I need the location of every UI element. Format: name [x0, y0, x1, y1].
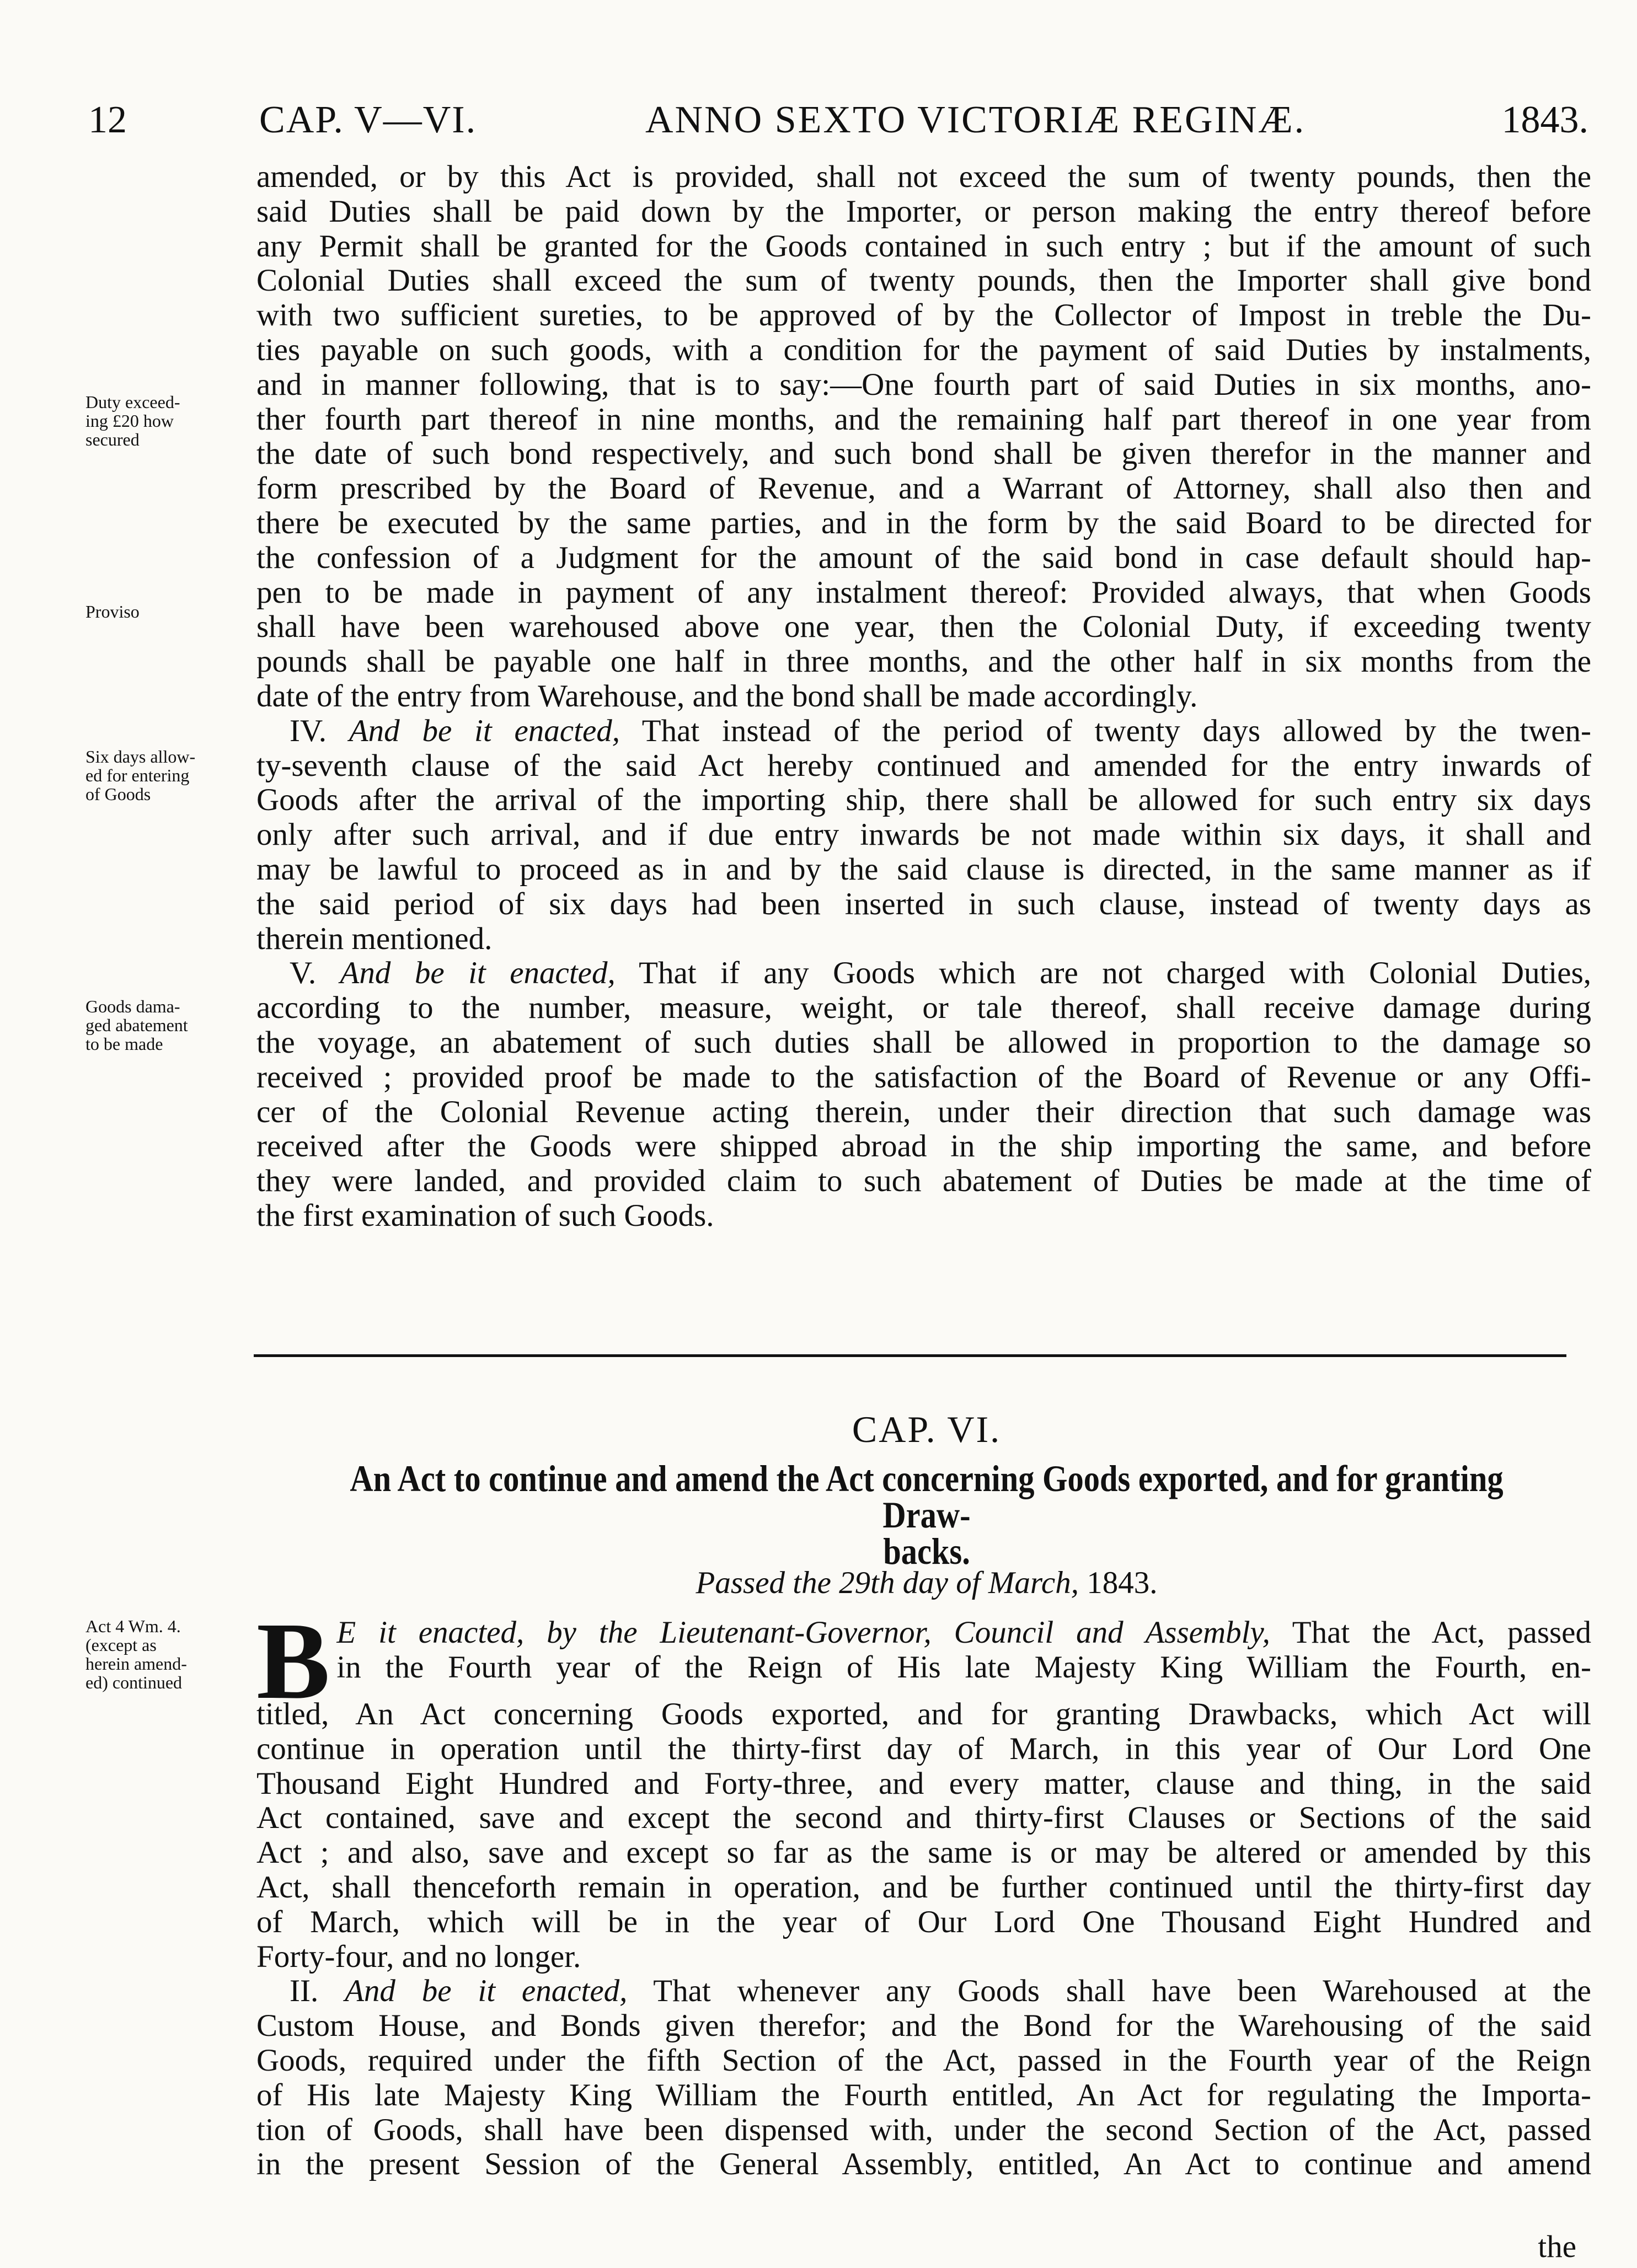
- cap6-text: B E it enacted, by the Lieutenant-Governor, Council and Assembly, That the Act, passed in the Fourth year of the Reign of His late Majesty King William the Fourth, en- titled, An Act concerning Goods exported, and for granting Drawbacks, which Act will continue in operation until the thirty-first day of March, in this year of Our Lord One Thousand Eight Hundred and Forty-three, and every matter, clause and thing, in the said Act contained, save and except the second and thirty-first Clauses or Sections of the said Act ; and also, save and except so far as the same is or may be altered or amended by this Act, shall thenceforth remain in operation, and be further continued until the thirty-first day of March, which will be in the year of Our Lord One Thousand Eight Hundred and Forty-four, and no longer. II. And be it enacted, That whenever any Goods shall have been Warehoused at the Custom House, and Bonds given therefor; and the Bond for the Warehousing of the said Goods, required under the fifth Section of the Act, passed in the Fourth year of the Reign of His late Majesty King William the Fourth entitled, An Act for regulating the Importa- tion of Goods, shall have been dispensed with, under the second Section of the Act, passed in the present Session of the General Assembly, entitled, An Act to continue and amend: [256, 1600, 1591, 2182]
- catchword: the: [1538, 2229, 1576, 2264]
- cap6-passed-date: Passed the 29th day of March, 1843.: [696, 1565, 1158, 1600]
- margin-note-goods-damaged: Goods dama- ged abatement to be made: [85, 996, 188, 1054]
- drop-cap: B: [256, 1600, 330, 1722]
- section-4: IV. And be it enacted, That instead of the period of twenty days allowed by the twen-: [290, 713, 1592, 748]
- header-year: 1843.: [1501, 99, 1588, 141]
- margin-note-six-days: Six days allow- ed for entering of Goods: [85, 747, 196, 804]
- cap6-heading: CAP. VI.: [852, 1408, 1002, 1450]
- cap5-text: amended, or by this Act is provided, shall not exceed the sum of twenty pounds, then the said Duties shall be paid down by the Importer, or person making the entry thereof before any Permit shall be granted for the Goods contained in such entry ; but if the amount of such Colonial Duties shall exceed the sum of twenty pounds, then the Importer shall give bond with two sufficient sureties, to be approved of by the Collector of Impost in treble the Du- ties payable on such goods, with a condition for the payment of said Duties by instalments, and in manner following, that is to say:—One fourth part of said Duties in six months, ano- ther fourth part thereof in nine months, and the remaining half part thereof in one year from the date of such bond respectively, and such bond shall be given therefor in the manner and form prescribed by the Board of Revenue, and a Warrant of Attorney, shall also then and there be executed by the same parties, and in the form by the said Board to be directed for the confession of a Judgment for the amount of the said bond in case default should hap- pen to be made in payment of any instalment thereof: Provided always, that when Goods shall have been warehoused above one year, then the Colonial Duty, if exceeding twenty pounds shall be payable one half in three months, and the other half in six months from the date of the entry from Warehouse, and the bond shall be made accordingly. IV. And be it enacted, That instead of the period of twenty days allowed by the twen- ty-seventh clause of the said Act hereby continued and amended for the entry inwards of Goods after the arrival of the importing ship, there shall be allowed for such entry six days only after such arrival, and if due entry inwards be not made within six days, it shall and may be lawful to proceed as in and by the said clause is directed, in the same manner as if the said period of six days had been inserted in such clause, instead of twenty days as therein mentioned. V. And be it enacted, That if any Goods which are not charged with Colonial Duties, according to the number, measure, weight, or tale thereof, shall receive damage during the voyage, an abatement of such duties shall be allowed in proportion to the damage so received ; provided proof be made to the satisfaction of the Board of Revenue or any Offi- cer of the Colonial Revenue acting therein, under their direction that such damage was received after the Goods were shipped abroad in the ship importing the same, and before they were landed, and provided claim to such abatement of Duties be made at the time of the first examination of such Goods.: [256, 159, 1592, 1233]
- margin-note-proviso: Proviso: [85, 602, 140, 621]
- section-5: V. And be it enacted, That if any Goods which are not charged with Colonial Duties,: [290, 956, 1591, 991]
- section-divider: [254, 1354, 1566, 1357]
- header-chapter: CAP. V—VI.: [259, 99, 477, 141]
- margin-note-duty: Duty exceed- ing £20 how secured: [85, 392, 180, 449]
- cap6-section-2: II. And be it enacted, That whenever any Goods shall have been Warehoused at the: [290, 1974, 1591, 2009]
- margin-note-act4: Act 4 Wm. 4. (except as herein amend- ed) continued: [85, 1616, 187, 1692]
- header-title: ANNO SEXTO VICTORIÆ REGINÆ.: [645, 99, 1306, 141]
- cap6-act-title: An Act to continue and amend the Act concerning Goods exported, and for granting Draw- backs.: [350, 1457, 1504, 1572]
- page-number: 12: [88, 99, 127, 141]
- cap6-section-1: B E it enacted, by the Lieutenant-Governor, Council and Assembly, That the Act, passed in the Fourth year of the Reign of His late Majesty King William the Fourth, en- titled, An Act concerning Goods exported, and for granting Drawbacks, which Act will continue in operation until the thirty-first day of March, in this year of Our Lord One Thousand Eight Hundred and Forty-three, and every matter, clause and thing, in the said Act contained, save and except the second and thirty-first Clauses or Sections of the said Act ; and also, save and except so far as the same is or may be altered or amended by this Act, shall thenceforth remain in operation, and be further continued until the thirty-first day of March, which will be in the year of Our Lord One Thousand Eight Hundred and Forty-four, and no longer.: [256, 1600, 1591, 1974]
- running-header: [88, 93, 1588, 148]
